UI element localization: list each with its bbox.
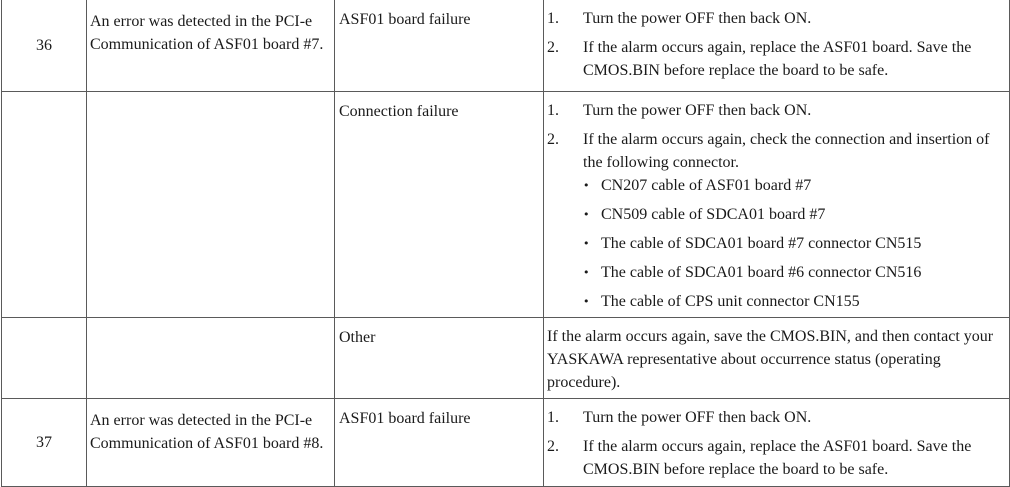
remedy-step bbox=[547, 7, 1003, 30]
connector-text: The cable of SDCA01 board #6 connector CN516 bbox=[601, 264, 922, 281]
alarm-description-cell bbox=[87, 318, 335, 399]
step-number: 2. bbox=[547, 39, 559, 56]
alarm-description-cell bbox=[87, 92, 335, 318]
cause-cell bbox=[335, 0, 544, 92]
bullet-icon: • bbox=[583, 295, 590, 308]
bullet-icon: • bbox=[583, 237, 590, 250]
table-row bbox=[2, 0, 1010, 92]
cause-text: ASF01 board failure bbox=[339, 410, 471, 427]
cause-cell bbox=[335, 318, 544, 399]
remedy-step bbox=[547, 99, 1003, 122]
connector-text: CN207 cable of ASF01 board #7 bbox=[601, 177, 812, 194]
remedy-cell bbox=[544, 399, 1010, 487]
remedy-text: If the alarm occurs again, save the CMOS.BIN, and then contact your YASKAWA representative about occurrence status (operating procedure). bbox=[547, 328, 994, 391]
step-text: If the alarm occurs again, replace the ASF01 board. Save the CMOS.BIN before replace the board to be safe. bbox=[583, 39, 972, 79]
step-number: 2. bbox=[547, 438, 559, 455]
alarm-number bbox=[2, 92, 87, 318]
step-text: Turn the power OFF then back ON. bbox=[583, 102, 812, 119]
cause-text: Other bbox=[339, 329, 376, 346]
remedy-cell bbox=[544, 92, 1010, 318]
step-number: 2. bbox=[547, 131, 559, 148]
bullet-icon: • bbox=[583, 266, 590, 279]
alarm-number bbox=[2, 318, 87, 399]
cause-text: Connection failure bbox=[339, 103, 459, 120]
connector-item bbox=[583, 174, 1003, 197]
table-row bbox=[2, 399, 1010, 487]
remedy-cell bbox=[544, 0, 1010, 92]
bullet-icon: • bbox=[583, 179, 590, 192]
alarm-description: An error was detected in the PCI-e Communication of ASF01 board #8. bbox=[90, 412, 324, 452]
remedy-step bbox=[547, 435, 1003, 481]
connector-item bbox=[583, 290, 1003, 313]
connector-text: CN509 cable of SDCA01 board #7 bbox=[601, 206, 826, 223]
step-number: 1. bbox=[547, 10, 559, 27]
step-text: Turn the power OFF then back ON. bbox=[583, 409, 812, 426]
connector-list bbox=[547, 174, 1003, 313]
remedy-step bbox=[547, 128, 1003, 174]
connector-item bbox=[583, 203, 1003, 226]
connector-text: The cable of CPS unit connector CN155 bbox=[601, 293, 860, 310]
alarm-description: An error was detected in the PCI-e Communication of ASF01 board #7. bbox=[90, 13, 324, 53]
cause-cell bbox=[335, 399, 544, 487]
table-row bbox=[2, 318, 1010, 399]
step-text: If the alarm occurs again, check the connection and insertion of the following connector. bbox=[583, 131, 990, 171]
cause-text: ASF01 board failure bbox=[339, 11, 471, 28]
remedy-cell bbox=[544, 318, 1010, 399]
step-text: If the alarm occurs again, replace the ASF01 board. Save the CMOS.BIN before replace the board to be safe. bbox=[583, 438, 972, 478]
alarm-description bbox=[87, 318, 334, 328]
connector-item bbox=[583, 232, 1003, 255]
alarm-description-cell bbox=[87, 0, 335, 92]
alarm-number: 37 bbox=[2, 399, 87, 487]
alarm-description-cell bbox=[87, 399, 335, 487]
table-row bbox=[2, 92, 1010, 318]
step-number: 1. bbox=[547, 409, 559, 426]
alarm-table bbox=[1, 0, 1010, 487]
step-text: Turn the power OFF then back ON. bbox=[583, 10, 812, 27]
remedy-step bbox=[547, 406, 1003, 429]
alarm-number: 36 bbox=[2, 0, 87, 92]
alarm-description bbox=[87, 92, 334, 102]
bullet-icon: • bbox=[583, 208, 590, 221]
connector-text: The cable of SDCA01 board #7 connector CN515 bbox=[601, 235, 922, 252]
remedy-step bbox=[547, 36, 1003, 82]
connector-item bbox=[583, 261, 1003, 284]
step-number: 1. bbox=[547, 102, 559, 119]
cause-cell bbox=[335, 92, 544, 318]
